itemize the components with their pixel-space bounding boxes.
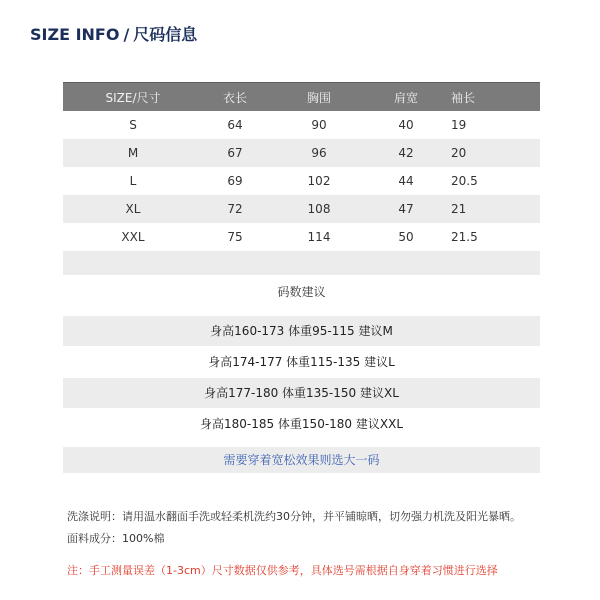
size-up-note: 需要穿着宽松效果则选大一码 xyxy=(63,447,540,473)
cell-length: 64 xyxy=(227,118,243,132)
recommendation-item: 身高160-173 体重95-115 建议M xyxy=(63,316,540,346)
cell-size: M xyxy=(127,146,139,160)
fabric-composition: 面料成分：100%棉 xyxy=(67,532,165,545)
cell-sleeve: 20 xyxy=(451,146,467,160)
recommendation-item: 身高177-180 体重135-150 建议XL xyxy=(63,378,540,408)
page-title xyxy=(30,22,197,45)
cell-sleeve: 20.5 xyxy=(451,174,478,188)
cell-size: XXL xyxy=(121,230,145,244)
cell-sleeve: 21.5 xyxy=(451,230,478,244)
recommendation-title: 码数建议 xyxy=(277,285,326,299)
cell-length: 69 xyxy=(227,174,243,188)
header-sleeve: 袖长 xyxy=(451,90,476,105)
cell-chest: 108 xyxy=(307,202,331,216)
cell-size: L xyxy=(129,174,137,188)
cell-shoulder: 50 xyxy=(398,230,414,244)
cell-chest: 102 xyxy=(307,174,331,188)
table-row xyxy=(63,139,540,167)
page-title-cn: 尺码信息 xyxy=(133,25,198,44)
recommendation-item: 身高180-185 体重150-180 建议XXL xyxy=(199,417,404,431)
recommendation-list xyxy=(63,316,540,440)
cell-sleeve: 21 xyxy=(451,202,467,216)
measurement-disclaimer: 注：手工测量误差（1-3cm）尺寸数据仅供参考，具体选号需根据自身穿着习惯进行选择 xyxy=(67,564,498,577)
table-header-row xyxy=(63,82,540,111)
header-chest: 胸围 xyxy=(306,90,331,105)
cell-chest: 114 xyxy=(307,230,331,244)
header-length: 衣长 xyxy=(222,90,247,105)
title-separator: / xyxy=(123,25,130,44)
cell-size: S xyxy=(129,118,137,132)
care-instructions xyxy=(67,506,521,550)
header-shoulder: 肩宽 xyxy=(393,90,418,105)
page-title-en: SIZE INFO xyxy=(30,25,120,44)
cell-shoulder: 47 xyxy=(398,202,414,216)
cell-size: XL xyxy=(125,202,141,216)
cell-sleeve: 19 xyxy=(451,118,467,132)
cell-shoulder: 40 xyxy=(398,118,414,132)
table-spacer-row xyxy=(63,251,540,275)
cell-shoulder: 42 xyxy=(398,146,414,160)
cell-length: 72 xyxy=(227,202,243,216)
header-size: SIZE/尺寸 xyxy=(105,90,161,105)
cell-chest: 96 xyxy=(311,146,327,160)
table-row xyxy=(63,223,540,251)
washing-instructions: 洗涤说明：请用温水翻面手洗或轻柔机洗约30分钟，并平铺晾晒，切勿强力机洗及阳光暴晒。 xyxy=(67,510,521,523)
cell-chest: 90 xyxy=(311,118,327,132)
table-row xyxy=(63,111,540,139)
size-table xyxy=(63,82,540,275)
cell-shoulder: 44 xyxy=(398,174,414,188)
table-row xyxy=(63,195,540,223)
table-row xyxy=(63,167,540,195)
cell-length: 75 xyxy=(227,230,243,244)
cell-length: 67 xyxy=(227,146,243,160)
recommendation-item: 身高174-177 体重115-135 建议L xyxy=(208,355,395,369)
